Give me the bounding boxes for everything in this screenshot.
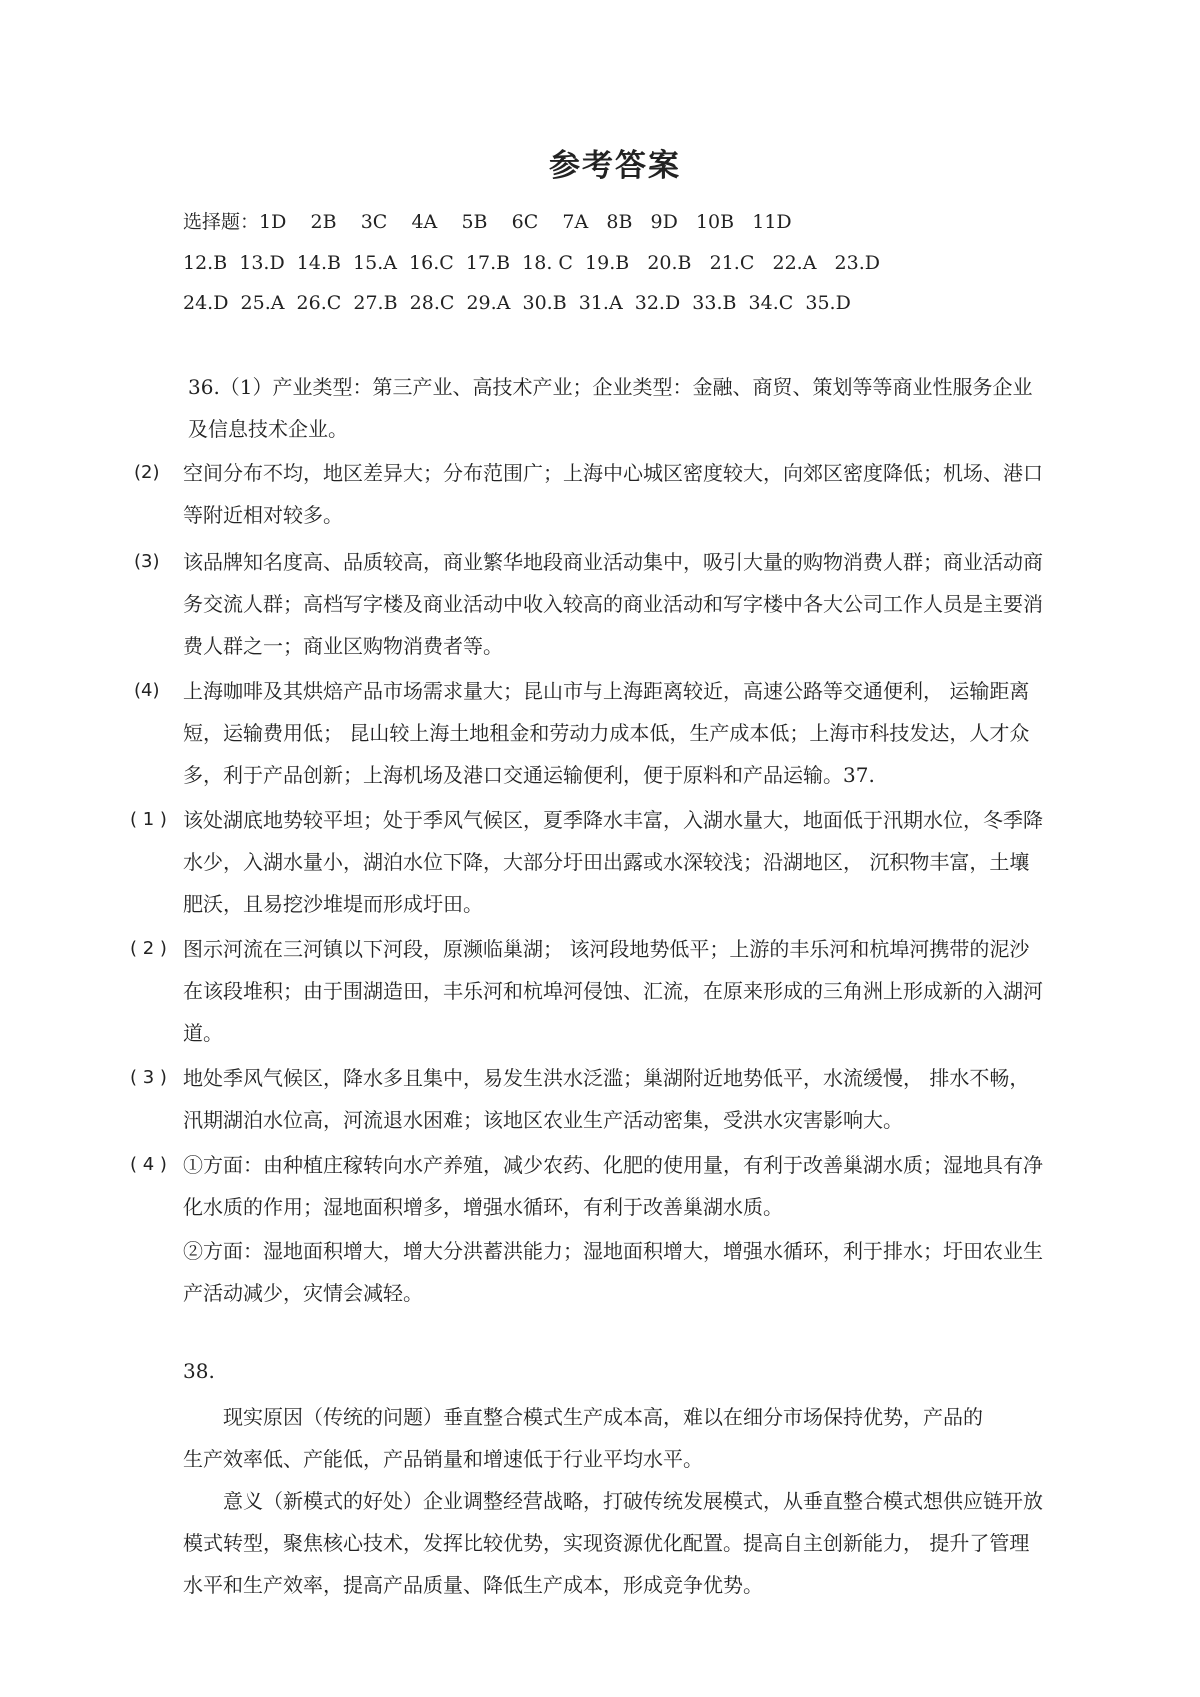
q37-part3: 地处季风气候区，降水多且集中，易发生洪水泛滥；巢湖附近地势低平，水流缓慢， 排水不畅，汛期湖泊水位高，河流退水困难；该地区农业生产活动密集，受洪水灾害影响大。 bbox=[183, 1066, 1030, 1132]
page-title: 参考答案 bbox=[549, 148, 681, 184]
q37-part1: 该处湖底地势较平坦；处于季风气候区，夏季降水丰富，入湖水量大，地面低于汛期水位，冬季降水少，入湖水量小，湖泊水位下降，大部分圩田出露或水深较浅；沿湖地区， 沉积物丰富，土壤肥沃，且易挖沙堆堤而形成圩田。 bbox=[183, 808, 1043, 916]
q38-significance: 意义（新模式的好处）企业调整经营战略，打破传统发展模式，从垂直整合模式想供应链开放模式转型，聚焦核心技术，发挥比较优势，实现资源优化配置。提高自主创新能力， 提升了管理水平和生产效率，提高产品质量、降低生产成本，形成竞争优势。 bbox=[183, 1489, 1043, 1597]
mcq-answers-line-1: 选择题：1D 2B 3C 4A 5B 6C 7A 8B 9D 10B 11D bbox=[183, 211, 792, 233]
q36-part1: 36.（1）产业类型：第三产业、高技术产业；企业类型：金融、商贸、策划等等商业性服务企业及信息技术企业。 bbox=[188, 375, 1033, 441]
q38-reason: 现实原因（传统的问题）垂直整合模式生产成本高，难以在细分市场保持优势，产品的生产效率低、产能低，产品销量和增速低于行业平均水平。 bbox=[183, 1405, 983, 1471]
q37-part2: 图示河流在三河镇以下河段，原濒临巢湖； 该河段地势低平；上游的丰乐河和杭埠河携带的泥沙在该段堆积；由于围湖造田，丰乐河和杭埠河侵蚀、汇流，在原来形成的三角洲上形成新的入湖河道。 bbox=[183, 937, 1043, 1045]
q37-part4-aspect2: ②方面：湿地面积增大，增大分洪蓄洪能力；湿地面积增大，增强水循环，利于排水；圩田农业生产活动减少，灾情会减轻。 bbox=[183, 1239, 1043, 1305]
q36-part3: 该品牌知名度高、品质较高，商业繁华地段商业活动集中，吸引大量的购物消费人群；商业活动商务交流人群；高档写字楼及商业活动中收入较高的商业活动和写字楼中各大公司工作人员是主要消费人群之一；商业区购物消费者等。 bbox=[183, 550, 1043, 658]
q37-part3-number: ( 3 ) bbox=[130, 1067, 167, 1088]
q37-part4-aspect1: ①方面：由种植庄稼转向水产养殖，减少农药、化肥的使用量，有利于改善巢湖水质；湿地具有净化水质的作用；湿地面积增多，增强水循环，有利于改善巢湖水质。 bbox=[183, 1153, 1043, 1219]
q37-part1-number: ( 1 ) bbox=[130, 809, 167, 830]
q38-label: 38. bbox=[183, 1359, 215, 1383]
q36-part2-number: (2) bbox=[134, 462, 160, 483]
q36-part3-number: (3) bbox=[134, 551, 160, 572]
q37-part4-number: ( 4 ) bbox=[130, 1154, 167, 1175]
mcq-answers-line-2: 12.B 13.D 14.B 15.A 16.C 17.B 18. C 19.B 20.B 21.C 22.A 23.D bbox=[183, 252, 880, 274]
q36-part4-number: (4) bbox=[134, 680, 160, 701]
mcq-answers-line-3: 24.D 25.A 26.C 27.B 28.C 29.A 30.B 31.A 32.D 33.B 34.C 35.D bbox=[183, 292, 851, 314]
q37-part2-number: ( 2 ) bbox=[130, 938, 167, 959]
q36-part2: 空间分布不均，地区差异大；分布范围广；上海中心城区密度较大，向郊区密度降低；机场、港口等附近相对较多。 bbox=[183, 461, 1043, 527]
q36-part4: 上海咖啡及其烘焙产品市场需求量大；昆山市与上海距离较近，高速公路等交通便利， 运输距离短，运输费用低； 昆山较上海土地租金和劳动力成本低，生产成本低；上海市科技发达，人才众多，利于产品创新；上海机场及港口交通运输便利，便于原料和产品运输。37. bbox=[183, 679, 1030, 787]
